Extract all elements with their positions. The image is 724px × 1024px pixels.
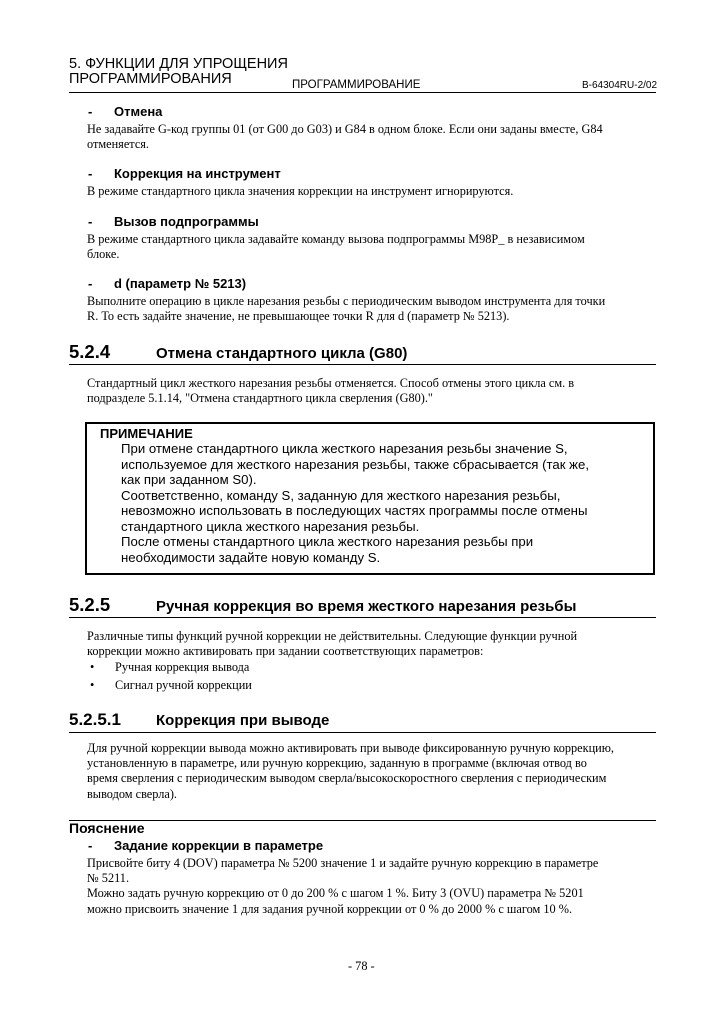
subheading-param-override <box>88 838 323 853</box>
explanation-paragraph <box>87 856 657 917</box>
section-number: 5.2.5.1 <box>69 710 121 729</box>
note-line: При отмене стандартного цикла жесткого нарезания резьбы значение S, <box>121 441 568 456</box>
text-line: отменяется. <box>87 137 150 152</box>
note-line: Соответственно, команду S, заданную для жесткого нарезания резьбы, <box>121 487 561 503</box>
list-item-text: Сигнал ручной коррекции <box>115 678 252 692</box>
section-number: 5.2.4 <box>69 341 111 362</box>
subheading-text: d (параметр № 5213) <box>114 276 247 291</box>
text-line: Не задавайте G-код группы 01 (от G00 до G03) и G84 в одном блоке. Если они заданы вместе, G84 <box>87 122 603 136</box>
section-heading-5-2-5 <box>69 594 576 616</box>
header-doc-id: B-64304RU-2/02 <box>582 80 658 91</box>
list-item <box>90 660 249 675</box>
section-rule <box>69 732 656 733</box>
subheading-subprogram <box>88 214 259 229</box>
section-title: Коррекция при выводе <box>156 712 330 729</box>
text-line: R. То есть задайте значение, не превышающее точки R для d (параметр № 5213). <box>87 309 510 324</box>
subheading-text: Коррекция на инструмент <box>114 166 281 181</box>
note-title: ПРИМЕЧАНИЕ <box>100 426 193 441</box>
subheading-text: Вызов подпрограммы <box>114 214 259 229</box>
note-line: невозможно использовать в последующих частях программы после отмены <box>121 503 588 518</box>
section-5-2-5-1-paragraph <box>87 741 657 802</box>
section-heading-5-2-5-1 <box>69 710 329 730</box>
note-line: используемое для жесткого нарезания резьбы, также сбрасывается (так же, <box>121 456 589 472</box>
text-line: В режиме стандартного цикла значения коррекции на инструмент игнорируются. <box>87 184 514 198</box>
section-5-2-4-paragraph <box>87 376 657 406</box>
tool-comp-paragraph <box>87 184 657 199</box>
text-line: Различные типы функций ручной коррекции не действительны. Следующие функции ручной <box>87 629 578 643</box>
subheading-tool-comp <box>88 166 281 181</box>
text-line: № 5211. <box>87 871 130 886</box>
section-title: Ручная коррекция во время жесткого нарезания резьбы <box>156 598 577 615</box>
subheading-text: Задание коррекции в параметре <box>114 838 324 853</box>
subheading-text: Отмена <box>114 104 163 119</box>
text-line: коррекции можно активировать при задании соответствующих параметров: <box>87 644 484 659</box>
note-line: как при заданном S0). <box>121 472 257 487</box>
dash: - <box>88 276 93 291</box>
header-rule <box>69 92 656 93</box>
subprogram-paragraph <box>87 232 657 262</box>
subheading-cancel <box>88 104 162 119</box>
cancel-paragraph <box>87 122 657 152</box>
text-line: подразделе 5.1.14, "Отмена стандартного цикла сверления (G80)." <box>87 391 433 406</box>
text-line: Выполните операцию в цикле нарезания резьбы с периодическим выводом инструмента для точки <box>87 294 606 308</box>
chapter-title <box>69 57 288 87</box>
bullet-marker: • <box>90 660 95 674</box>
note-line: необходимости задайте новую команду S. <box>121 549 381 565</box>
explanation-heading: Пояснение <box>69 820 145 836</box>
note-line: стандартного цикла жесткого нарезания резьбы. <box>121 518 420 534</box>
text-line: выводом сверла). <box>87 786 178 801</box>
dash: - <box>88 214 93 229</box>
section-5-2-5-paragraph <box>87 629 657 659</box>
text-line: время сверления с периодическим выводом сверла/высокоскоростного сверления с периодическим <box>87 771 607 786</box>
bullet-marker: • <box>90 678 95 692</box>
section-title: Отмена стандартного цикла (G80) <box>156 345 408 362</box>
section-number: 5.2.5 <box>69 594 111 615</box>
text-line: Можно задать ручную коррекцию от 0 до 200 % с шагом 1 %. Биту 3 (OVU) параметра № 5201 <box>87 886 584 901</box>
text-line: можно присвоить значение 1 для задания ручной коррекции от 0 % до 2000 % с шагом 10 %. <box>87 901 573 916</box>
header-section: ПРОГРАММИРОВАНИЕ <box>292 79 421 91</box>
dash: - <box>88 104 93 119</box>
list-item-text: Ручная коррекция вывода <box>115 660 250 674</box>
chapter-title-line1: 5. ФУНКЦИИ ДЛЯ УПРОЩЕНИЯ <box>69 56 288 72</box>
explanation-rule <box>69 820 656 821</box>
text-line: Стандартный цикл жесткого нарезания резьбы отменяется. Способ отмены этого цикла см. в <box>87 376 575 390</box>
dash: - <box>88 838 93 853</box>
text-line: В режиме стандартного цикла задавайте команду вызова подпрограммы M98P_ в независимом <box>87 232 585 246</box>
section-rule <box>69 617 656 618</box>
text-line: блоке. <box>87 247 120 262</box>
text-line: Для ручной коррекции вывода можно активировать при выводе фиксированную ручную коррекцию, <box>87 741 614 755</box>
page-number: - 78 - <box>348 959 375 973</box>
list-item <box>90 678 252 693</box>
section-rule <box>69 364 656 365</box>
text-line: Присвойте биту 4 (DOV) параметра № 5200 значение 1 и задайте ручную коррекцию в параметре <box>87 856 599 870</box>
section-heading-5-2-4 <box>69 341 407 363</box>
subheading-param-d <box>88 276 246 291</box>
param-d-paragraph <box>87 294 657 324</box>
note-text <box>121 441 641 565</box>
dash: - <box>88 166 93 181</box>
note-line: После отмены стандартного цикла жесткого нарезания резьбы при <box>121 534 534 549</box>
text-line: установленную в параметре, или ручную коррекцию, заданную в программе (включая отвод во <box>87 756 587 771</box>
chapter-title-line2: ПРОГРАММИРОВАНИЯ <box>69 71 232 87</box>
